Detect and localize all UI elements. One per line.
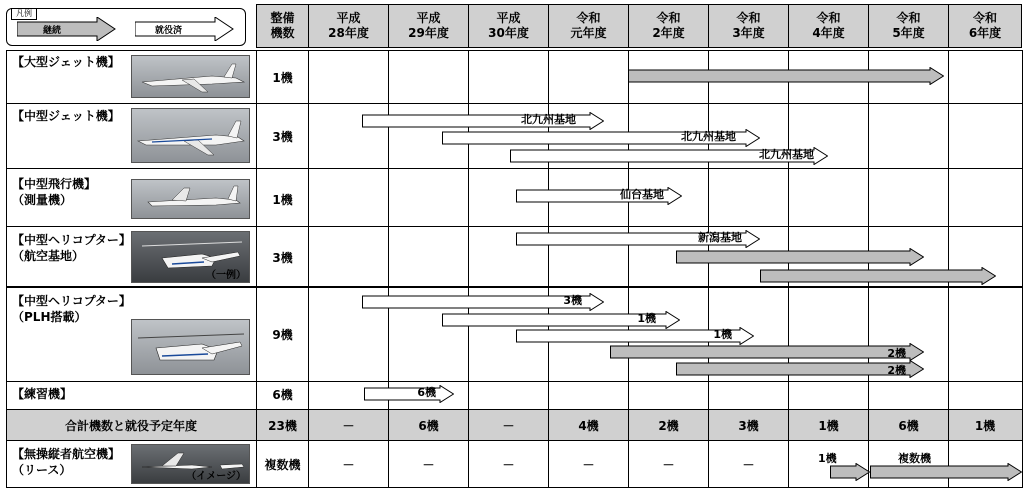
arrow-label: 3機 [563, 294, 582, 307]
legend-continue-arrow [17, 17, 117, 41]
header-year: 令和 元年度 [548, 4, 629, 48]
totals-value: 6機 [418, 418, 439, 433]
photo-caption: （イメージ） [186, 471, 246, 482]
schedule-arrow [362, 293, 604, 311]
drone-bar-label: 1機 [818, 452, 837, 465]
legend-service-label: 就役済 [155, 26, 183, 36]
table-cell [308, 226, 390, 287]
drone-value: － [502, 457, 515, 472]
row-count: 3機 [272, 129, 293, 144]
schedule-arrow [676, 248, 924, 266]
header-year: 令和 5年度 [868, 4, 949, 48]
schedule-arrow [516, 187, 682, 205]
photo-caption: （一例） [206, 270, 246, 281]
drone-value: － [422, 457, 435, 472]
table-cell [388, 50, 470, 105]
table-cell [948, 168, 1023, 228]
arrow-label: 2機 [887, 364, 906, 377]
header-year: 平成 28年度 [308, 4, 389, 48]
drone-value: － [662, 457, 675, 472]
arrow-label: 1機 [713, 328, 732, 341]
large-jet-photo [131, 55, 250, 98]
table-cell [388, 168, 470, 228]
row-count: 6機 [272, 387, 293, 402]
plh-helicopter-photo [131, 319, 250, 375]
legend-continue-label: 継続 [43, 26, 62, 36]
drone-bar-label: 複数機 [898, 452, 931, 465]
arrow-label: 仙台基地 [620, 188, 664, 201]
table-cell [308, 168, 390, 228]
table-cell [548, 50, 630, 105]
row-label: 【中型ジェット機】 [12, 109, 120, 123]
totals-value: － [342, 418, 355, 433]
drone-value: － [742, 457, 755, 472]
row-label: 【中型ヘリコプター】 （PLH搭載） [12, 294, 131, 324]
row-label: 【大型ジェット機】 [12, 55, 120, 69]
row-label: 【中型飛行機】 （測量機） [12, 177, 97, 207]
legend [6, 8, 246, 46]
schedule-arrow [760, 267, 996, 285]
arrow-label: 2機 [887, 347, 906, 360]
drone-value: － [342, 457, 355, 472]
totals-count: 23機 [268, 418, 297, 433]
table-cell [948, 103, 1023, 170]
table-cell [948, 381, 1023, 410]
row-label: 【中型ヘリコプター】 （航空基地） [12, 233, 131, 263]
arrow-shape [628, 67, 944, 85]
header-year: 平成 30年度 [468, 4, 549, 48]
row-label: 【無操縦者航空機】 （リース） [12, 447, 121, 477]
totals-value: 6機 [898, 418, 919, 433]
totals-value: 4機 [578, 418, 599, 433]
medium-jet-photo [131, 108, 250, 163]
table-cell [868, 103, 950, 170]
arrow-label: 北九州基地 [521, 113, 576, 126]
arrow-shape [610, 343, 924, 361]
header-year: 平成 29年度 [388, 4, 469, 48]
header-year: 令和 6年度 [948, 4, 1022, 48]
schedule-arrow [442, 129, 760, 147]
row-count: 9機 [272, 327, 293, 342]
legend-title: 凡例 [11, 8, 37, 20]
table-cell [308, 50, 390, 105]
header-year: 令和 2年度 [628, 4, 709, 48]
row-label: 【練習機】 [12, 387, 73, 401]
schedule-arrow [870, 463, 1022, 481]
totals-label: 合計機数と就役予定年度 [64, 418, 197, 433]
table-cell [468, 381, 550, 410]
totals-value: 3機 [738, 418, 759, 433]
table-cell [628, 381, 710, 410]
drone-photo [131, 444, 250, 484]
survey-plane-photo [131, 179, 250, 219]
helicopter-photo [131, 231, 250, 283]
schedule-arrow [610, 343, 924, 361]
arrow-label: 北九州基地 [759, 148, 814, 161]
table-cell [948, 287, 1023, 382]
table-cell [548, 381, 630, 410]
table-cell [468, 50, 550, 105]
arrow-shape [760, 267, 996, 285]
header-year: 令和 4年度 [788, 4, 869, 48]
arrow-shape [364, 385, 454, 403]
arrow-label: 新潟基地 [698, 231, 742, 244]
table-cell [868, 381, 950, 410]
schedule-arrow [510, 147, 828, 165]
drone-value: － [582, 457, 595, 472]
table-cell [708, 381, 790, 410]
totals-value: － [502, 418, 515, 433]
row-count: 1機 [272, 70, 293, 85]
arrow-shape [870, 463, 1022, 481]
row-count: 3機 [272, 250, 293, 265]
schedule-arrow [362, 112, 604, 130]
arrow-shape [676, 248, 924, 266]
schedule-arrow [516, 230, 760, 248]
totals-value: 1機 [818, 418, 839, 433]
schedule-arrow [628, 67, 944, 85]
table-cell [788, 381, 870, 410]
table-cell [388, 226, 470, 287]
drone-count: 複数機 [264, 457, 301, 472]
arrow-label: 北九州基地 [681, 130, 736, 143]
schedule-arrow [676, 360, 924, 378]
schedule-arrow [364, 385, 454, 403]
header-count: 整備 機数 [256, 4, 309, 48]
legend-service-arrow [135, 17, 235, 41]
row-count: 1機 [272, 192, 293, 207]
arrow-label: 1機 [637, 312, 656, 325]
arrow-label: 6機 [417, 386, 436, 399]
table-cell [708, 168, 790, 228]
table-cell [868, 168, 950, 228]
table-cell [788, 168, 870, 228]
totals-value: 1機 [974, 418, 996, 433]
table-cell [948, 50, 1023, 105]
header-year: 令和 3年度 [708, 4, 789, 48]
totals-value: 2機 [658, 418, 679, 433]
